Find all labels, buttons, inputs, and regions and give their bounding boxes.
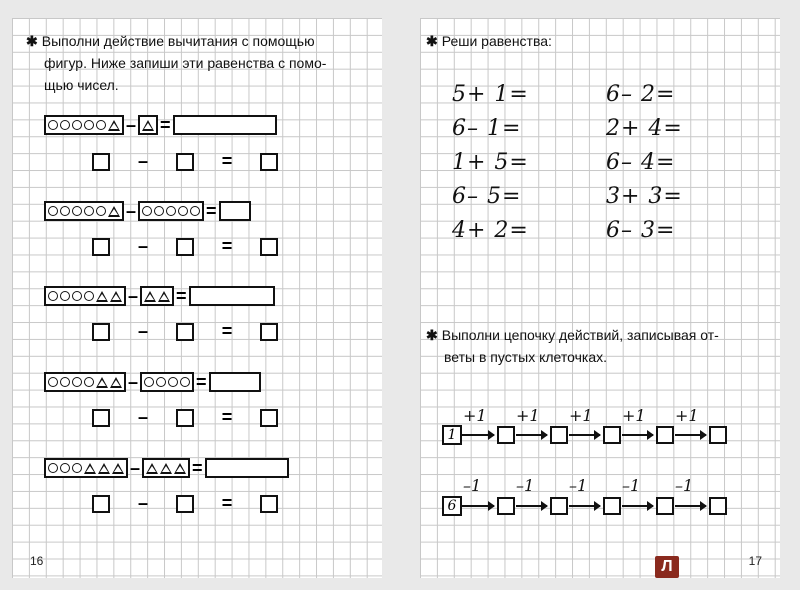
- publisher-logo: Л: [655, 556, 679, 578]
- star-icon: ✱: [426, 327, 438, 343]
- chain-answer-cell[interactable]: [709, 497, 727, 515]
- arrow-right-icon: [675, 434, 706, 436]
- chain-step-label: +1: [516, 406, 540, 425]
- page-number: 17: [748, 554, 762, 568]
- left-page: [12, 18, 382, 578]
- chain-answer-cell[interactable]: [656, 497, 674, 515]
- equation: 1+ 5=: [452, 150, 529, 175]
- chain-answer-cell[interactable]: [603, 426, 621, 444]
- task-line-1: Выполни действие вычитания с помощью: [41, 33, 315, 49]
- equation: 3+ 3=: [606, 184, 683, 209]
- arrow-right-icon: [622, 434, 653, 436]
- equation: 6– 4=: [606, 150, 676, 175]
- chain-step-label: –1: [516, 476, 535, 495]
- chain-answer-cell[interactable]: [656, 426, 674, 444]
- star-icon: ✱: [26, 33, 38, 49]
- answer-square[interactable]: [92, 153, 110, 171]
- shape-equation-1: – =: [44, 115, 277, 135]
- chain-step-label: –1: [675, 476, 694, 495]
- chain-answer-cell[interactable]: [550, 497, 568, 515]
- subtrahend-box: [138, 115, 158, 135]
- arrow-right-icon: [462, 505, 494, 507]
- number-equation-5: – =: [92, 493, 278, 514]
- chain-answer-cell[interactable]: [497, 497, 515, 515]
- arrow-right-icon: [516, 505, 547, 507]
- equation: 6– 1=: [452, 116, 522, 141]
- number-equation-4: – =: [92, 407, 278, 428]
- chain-step-label: –1: [463, 476, 482, 495]
- arrow-right-icon: [622, 505, 653, 507]
- chain-answer-cell[interactable]: [709, 426, 727, 444]
- answer-box[interactable]: [173, 115, 277, 135]
- left-task-text: [26, 30, 371, 96]
- arrow-right-icon: [569, 434, 600, 436]
- answer-box[interactable]: [205, 458, 289, 478]
- chain-step-label: +1: [569, 406, 593, 425]
- equation: 5+ 1=: [452, 82, 529, 107]
- chain-answer-cell[interactable]: [550, 426, 568, 444]
- right-task-2: ✱ Выполни цепочку действий, записывая от- веты в пустых клеточках.: [426, 327, 719, 365]
- page-number: 16: [30, 554, 44, 568]
- number-equation-2: – =: [92, 236, 278, 257]
- chain-step-label: +1: [463, 406, 487, 425]
- right-page: [420, 18, 780, 578]
- star-icon: ✱: [426, 33, 438, 49]
- shape-equation-4: – =: [44, 372, 261, 392]
- arrow-right-icon: [675, 505, 706, 507]
- shape-equation-2: – =: [44, 201, 251, 221]
- chain-step-label: +1: [675, 406, 699, 425]
- arrow-right-icon: [569, 505, 600, 507]
- number-equation-1: – =: [92, 151, 278, 172]
- chain-answer-cell[interactable]: [497, 426, 515, 444]
- chain-step-label: +1: [622, 406, 646, 425]
- answer-box[interactable]: [219, 201, 251, 221]
- equation: 2+ 4=: [606, 116, 683, 141]
- chain-start-cell: 6: [442, 496, 462, 516]
- equation: 6– 3=: [606, 218, 676, 243]
- equation: 6– 5=: [452, 184, 522, 209]
- chain-step-label: –1: [622, 476, 641, 495]
- answer-square[interactable]: [260, 153, 278, 171]
- answer-box[interactable]: [209, 372, 261, 392]
- arrow-right-icon: [516, 434, 547, 436]
- shape-equation-5: – =: [44, 458, 289, 478]
- minuend-box: [44, 115, 124, 135]
- chain-answer-cell[interactable]: [603, 497, 621, 515]
- equation: 6– 2=: [606, 82, 676, 107]
- answer-box[interactable]: [189, 286, 275, 306]
- chain-step-label: –1: [569, 476, 588, 495]
- right-task-1: ✱ Реши равенства:: [426, 33, 552, 49]
- task-line-3: щью чисел.: [44, 77, 119, 93]
- number-equation-3: – =: [92, 321, 278, 342]
- task-line-2: фигур. Ниже запиши эти равенства с помо-: [44, 55, 327, 71]
- answer-square[interactable]: [176, 153, 194, 171]
- arrow-right-icon: [462, 434, 494, 436]
- chain-start-cell: 1: [442, 425, 462, 445]
- equation: 4+ 2=: [452, 218, 529, 243]
- shape-equation-3: – =: [44, 286, 275, 306]
